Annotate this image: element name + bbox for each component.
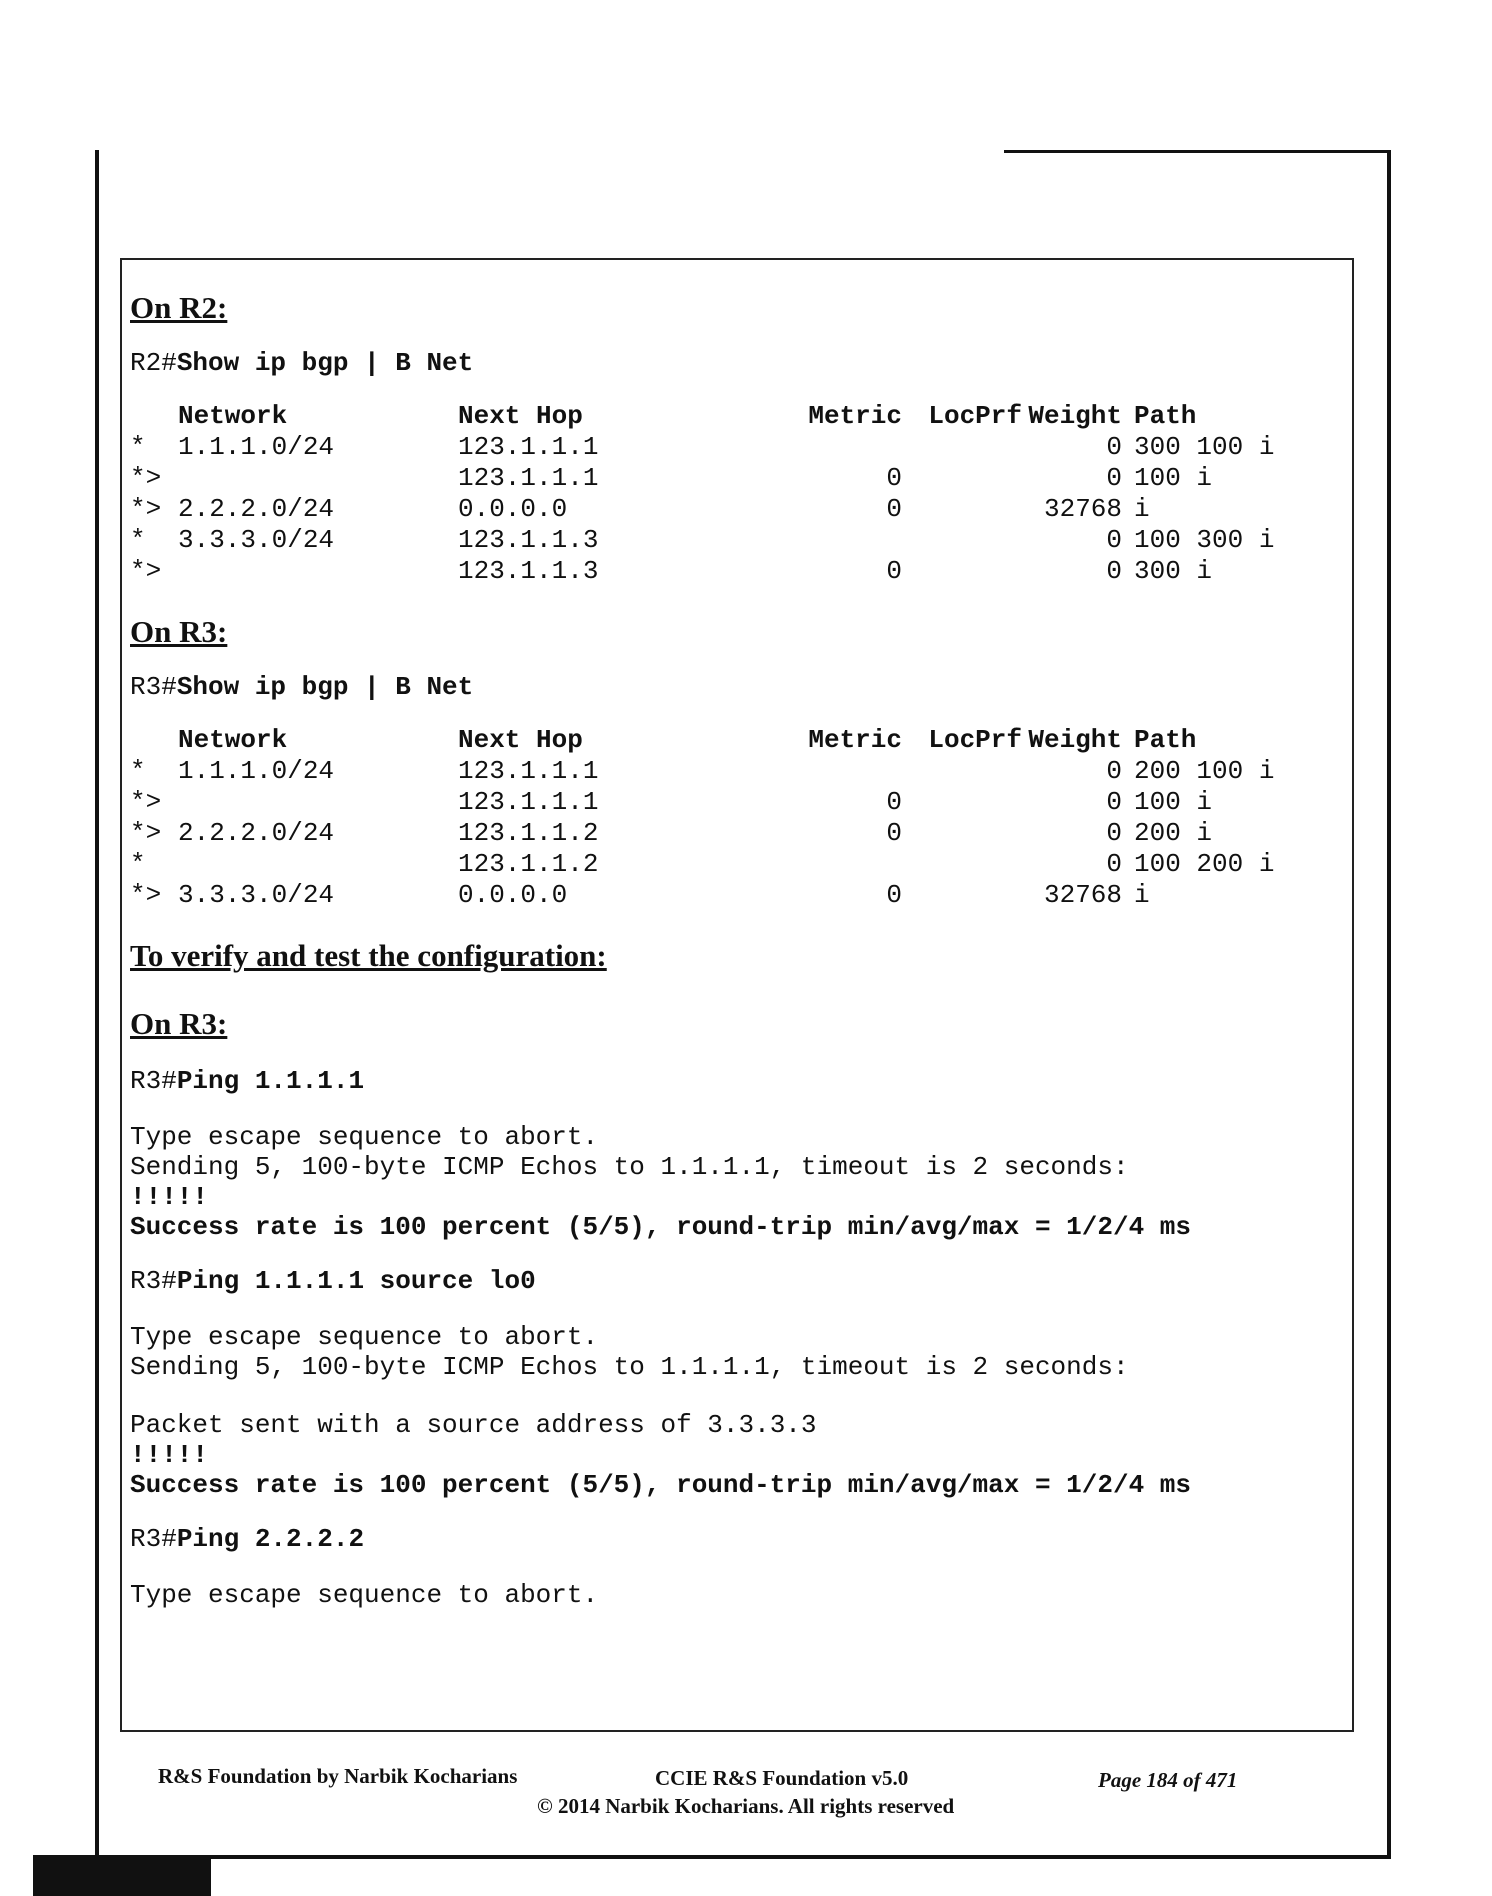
- cell-locprf: [902, 555, 1022, 586]
- ping2-prompt: R3#: [130, 1266, 177, 1296]
- table-header-row: [130, 722, 1314, 755]
- r2-heading: On R2:: [130, 290, 228, 325]
- ping1-success: Success rate is 100 percent (5/5), round-trip min/avg/max = 1/2/4 ms: [130, 1212, 1191, 1242]
- cell-path: 100 i: [1134, 463, 1213, 493]
- table-row: [130, 817, 1314, 848]
- r3-command: Show ip bgp | B Net: [176, 672, 474, 702]
- ping3-line1: Type escape sequence to abort.: [130, 1580, 599, 1610]
- col-metric: Metric: [808, 725, 902, 755]
- cell-locprf: [902, 817, 1022, 848]
- footer-copyright: © 2014 Narbik Kocharians. All rights reserved: [537, 1794, 955, 1818]
- col-path: Path: [1134, 725, 1197, 755]
- cell-next-hop: 123.1.1.3: [458, 525, 599, 555]
- cell-path: 200 i: [1134, 818, 1213, 848]
- cell-next-hop: 123.1.1.2: [458, 849, 599, 879]
- cell-network: 2.2.2.0/24: [178, 494, 335, 524]
- cell-weight: 32768: [1043, 880, 1122, 910]
- cell-weight: 0: [1106, 756, 1122, 786]
- verify-heading: To verify and test the configuration:: [130, 938, 607, 973]
- r2-prompt: R2#: [130, 348, 177, 378]
- ping1-prompt: R3#: [130, 1066, 177, 1096]
- r3-heading: On R3:: [130, 614, 228, 649]
- col-next-hop: Next Hop: [458, 725, 583, 755]
- cell-metric: 0: [886, 787, 902, 817]
- cell-next-hop: 123.1.1.1: [458, 787, 599, 817]
- cell-status: *>: [130, 494, 162, 524]
- cell-metric: 0: [886, 494, 902, 524]
- footer-author: R&S Foundation by Narbik Kocharians: [158, 1764, 518, 1788]
- table-row: [130, 493, 1314, 524]
- cell-next-hop: 123.1.1.2: [458, 818, 599, 848]
- verify-section: [130, 938, 1330, 1610]
- cell-network: 1.1.1.0/24: [178, 432, 335, 462]
- footer-title: CCIE R&S Foundation v5.0: [655, 1766, 909, 1790]
- col-weight: Weight: [1028, 725, 1122, 755]
- cell-weight: 32768: [1043, 494, 1122, 524]
- scan-artifact: [33, 1855, 211, 1896]
- cell-path: 100 300 i: [1134, 525, 1275, 555]
- cell-path: 100 200 i: [1134, 849, 1275, 879]
- table-header-row: [130, 398, 1314, 431]
- cell-next-hop: 123.1.1.3: [458, 556, 599, 586]
- ping2-success: Success rate is 100 percent (5/5), round-trip min/avg/max = 1/2/4 ms: [130, 1470, 1191, 1500]
- cell-next-hop: 123.1.1.1: [458, 432, 599, 462]
- ping2-command: Ping 1.1.1.1 source lo0: [176, 1266, 536, 1296]
- r2-command: Show ip bgp | B Net: [176, 348, 474, 378]
- cell-next-hop: 0.0.0.0: [458, 880, 568, 910]
- table-row: [130, 462, 1314, 493]
- cell-weight: 0: [1106, 849, 1122, 879]
- cell-metric: 0: [886, 818, 902, 848]
- cell-status: *>: [130, 787, 162, 817]
- ping3-command-line: [130, 1524, 1330, 1554]
- cell-network: [178, 462, 458, 493]
- cell-status: *: [130, 432, 146, 462]
- col-next-hop: Next Hop: [458, 401, 583, 431]
- cell-status: *: [130, 849, 146, 879]
- cell-metric: 0: [886, 556, 902, 586]
- cell-metric: [782, 524, 902, 555]
- r3-bgp-table: [130, 722, 1314, 910]
- cell-network: [178, 848, 458, 879]
- cell-metric: [782, 848, 902, 879]
- cell-locprf: [902, 755, 1022, 786]
- cell-network: 2.2.2.0/24: [178, 818, 335, 848]
- cell-status: *>: [130, 880, 162, 910]
- cell-metric: [782, 755, 902, 786]
- ping1-command-line: [130, 1066, 1330, 1096]
- page-frame-top-rule: [1004, 150, 1387, 153]
- cell-locprf: [902, 848, 1022, 879]
- ping2-line3: Packet sent with a source address of 3.3.3.3: [130, 1410, 817, 1440]
- cell-status: *: [130, 525, 146, 555]
- cell-metric: [782, 431, 902, 462]
- ping2-bangs: !!!!!: [130, 1440, 209, 1470]
- cell-network: [178, 555, 458, 586]
- cell-status: *>: [130, 556, 162, 586]
- col-network: Network: [178, 401, 288, 431]
- cell-network: 3.3.3.0/24: [178, 525, 335, 555]
- table-row: [130, 524, 1314, 555]
- col-status: [130, 398, 178, 431]
- col-locprf: LocPrf: [928, 401, 1022, 431]
- cell-weight: 0: [1106, 556, 1122, 586]
- r3-prompt: R3#: [130, 672, 177, 702]
- col-locprf: LocPrf: [928, 725, 1022, 755]
- cell-next-hop: 0.0.0.0: [458, 494, 568, 524]
- cell-status: *: [130, 756, 146, 786]
- ping2-line1: Type escape sequence to abort.: [130, 1322, 599, 1352]
- cell-metric: 0: [886, 463, 902, 493]
- cell-weight: 0: [1106, 525, 1122, 555]
- table-row: [130, 431, 1314, 462]
- cell-locprf: [902, 879, 1022, 910]
- ping1-line1: Type escape sequence to abort.: [130, 1122, 599, 1152]
- table-row: [130, 879, 1314, 910]
- col-path: Path: [1134, 401, 1197, 431]
- cell-next-hop: 123.1.1.1: [458, 463, 599, 493]
- table-row: [130, 555, 1314, 586]
- cell-path: 300 100 i: [1134, 432, 1275, 462]
- table-row: [130, 848, 1314, 879]
- ping1-line2: Sending 5, 100-byte ICMP Echos to 1.1.1.1, timeout is 2 seconds:: [130, 1152, 1129, 1182]
- ping3-command: Ping 2.2.2.2: [176, 1524, 365, 1554]
- cell-path: 100 i: [1134, 787, 1213, 817]
- ping1-command: Ping 1.1.1.1: [176, 1066, 365, 1096]
- cell-locprf: [902, 493, 1022, 524]
- r2-bgp-table: [130, 398, 1314, 586]
- cell-path: 200 100 i: [1134, 756, 1275, 786]
- cell-path: i: [1134, 880, 1150, 910]
- verify-subheading: On R3:: [130, 1006, 228, 1041]
- r3-section: [130, 614, 1330, 910]
- cell-locprf: [902, 786, 1022, 817]
- cell-locprf: [902, 524, 1022, 555]
- cell-weight: 0: [1106, 787, 1122, 817]
- cell-metric: 0: [886, 880, 902, 910]
- r3-command-line: [130, 672, 1330, 702]
- ping3-prompt: R3#: [130, 1524, 177, 1554]
- cell-network: 1.1.1.0/24: [178, 756, 335, 786]
- r2-section: [130, 290, 1330, 586]
- cell-status: *>: [130, 818, 162, 848]
- cell-locprf: [902, 431, 1022, 462]
- cell-network: [178, 786, 458, 817]
- footer-page-number: Page 184 of 471: [1098, 1768, 1238, 1792]
- r2-command-line: [130, 348, 1330, 378]
- cell-path: i: [1134, 494, 1150, 524]
- ping2-command-line: [130, 1266, 1330, 1296]
- cell-weight: 0: [1106, 818, 1122, 848]
- cell-weight: 0: [1106, 463, 1122, 493]
- cell-weight: 0: [1106, 432, 1122, 462]
- col-metric: Metric: [808, 401, 902, 431]
- document-content: [130, 290, 1330, 1610]
- cell-network: 3.3.3.0/24: [178, 880, 335, 910]
- col-status: [130, 722, 178, 755]
- col-weight: Weight: [1028, 401, 1122, 431]
- ping1-bangs: !!!!!: [130, 1182, 209, 1212]
- cell-path: 300 i: [1134, 556, 1213, 586]
- cell-status: *>: [130, 463, 162, 493]
- table-row: [130, 755, 1314, 786]
- col-network: Network: [178, 725, 288, 755]
- cell-locprf: [902, 462, 1022, 493]
- ping2-line2: Sending 5, 100-byte ICMP Echos to 1.1.1.1, timeout is 2 seconds:: [130, 1352, 1129, 1382]
- cell-next-hop: 123.1.1.1: [458, 756, 599, 786]
- table-row: [130, 786, 1314, 817]
